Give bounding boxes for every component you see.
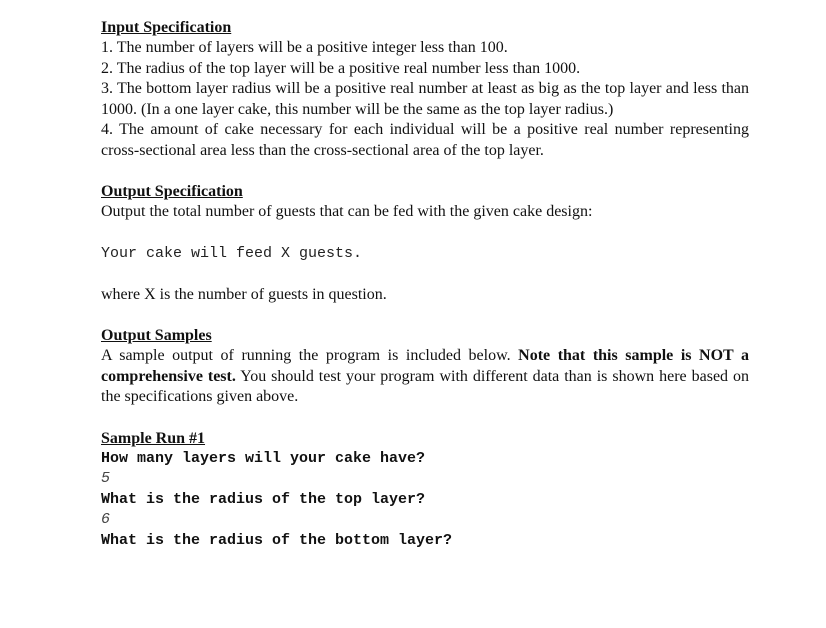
input-spec-item-1: 1. The number of layers will be a positive integer less than 100. (101, 39, 508, 56)
output-samples-text-bold: Note that this sample is NOT a comprehensive test. (101, 347, 749, 385)
sample-run-prompt-layers: How many layers will your cake have? (101, 449, 426, 467)
input-specification-section (101, 18, 749, 161)
input-spec-item-4: 4. The amount of cake necessary for each individual will be a positive real number representing cross-sectional area less than the cross-sectional area of the top layer. (101, 121, 749, 159)
input-spec-item-2: 2. The radius of the top layer will be a positive real number less than 1000. (101, 59, 581, 77)
line-spacer (101, 223, 749, 244)
output-samples-heading: Output Samples (101, 327, 212, 344)
output-spec-intro: Output the total number of guests that can be fed with the given cake design: (101, 203, 593, 220)
output-specification-section (101, 182, 749, 305)
output-format-code: Your cake will feed X guests. (101, 244, 363, 262)
sample-run-input-layers: 5 (101, 470, 111, 487)
sample-run-input-top-radius: 6 (101, 511, 111, 528)
line-spacer (101, 264, 749, 285)
section-spacer (101, 408, 749, 429)
output-specification-heading: Output Specification (101, 183, 243, 200)
sample-run-section (101, 429, 749, 552)
input-spec-item-3: 3. The bottom layer radius will be a positive real number at least as big as the top layer and less than 1000. (In a one layer cake, this number will be the same as the top layer radius.) (101, 80, 749, 118)
output-samples-text (101, 346, 749, 408)
sample-run-prompt-bottom-radius: What is the radius of the bottom layer? (101, 531, 453, 549)
output-samples-section (101, 326, 749, 408)
output-samples-text-end: You should test your program with different data than is shown here based on the specifications given above. (101, 367, 750, 405)
section-spacer (101, 305, 749, 326)
output-samples-text-start: A sample output of running the program is included below. (101, 347, 519, 364)
document-page (101, 18, 749, 551)
sample-run-heading: Sample Run #1 (101, 429, 206, 447)
section-spacer (101, 161, 749, 182)
output-spec-note: where X is the number of guests in question. (101, 285, 387, 303)
input-specification-heading: Input Specification (101, 19, 232, 36)
sample-run-prompt-top-radius: What is the radius of the top layer? (101, 490, 426, 508)
